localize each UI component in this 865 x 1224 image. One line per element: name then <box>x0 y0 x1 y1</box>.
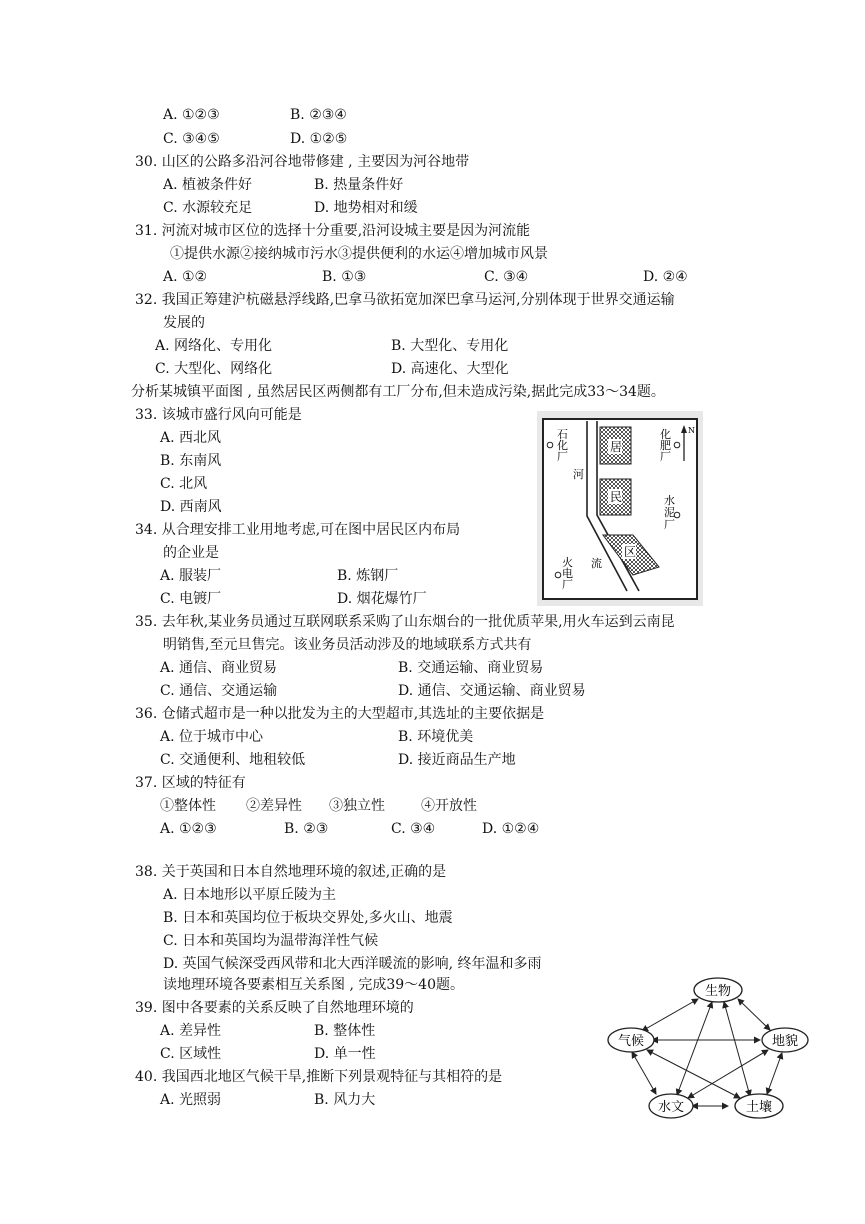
q29-option-b: B. ②③④ <box>290 107 347 123</box>
q37-option-c: C. ③④ <box>391 821 436 837</box>
residential-label-qu: 区 <box>624 545 637 559</box>
q34-option-c: C. 电镀厂 <box>160 591 222 607</box>
q32-stem-line2: 发展的 <box>163 315 205 331</box>
q37-statement-3: ③独立性 <box>329 798 385 814</box>
huodian-char-2: 电 <box>562 567 573 580</box>
link-shengwu-dimao <box>738 999 770 1030</box>
q30-option-d: D. 地势相对和缓 <box>314 200 418 216</box>
q31-stem: 31. 河流对城市区位的选择十分重要,沿河设城主要是因为河流能 <box>135 223 531 239</box>
q29-option-a: A. ①②③ <box>163 107 220 123</box>
q31-option-a: A. ①② <box>163 269 208 285</box>
q35-option-b: B. 交通运输、商业贸易 <box>398 660 544 676</box>
q38-option-d: D. 英国气候深受西风带和北大西洋暖流的影响, 终年温和多雨 <box>163 956 542 972</box>
town-map <box>537 411 703 606</box>
q37-option-d: D. ①②④ <box>482 821 540 837</box>
q33-option-d: D. 西南风 <box>160 499 222 515</box>
q37-option-b: B. ②③ <box>284 821 329 837</box>
q39-option-d: D. 单一性 <box>314 1046 376 1062</box>
q38-option-b: B. 日本和英国均位于板块交界处,多火山、地震 <box>163 910 453 926</box>
power-plant-marker <box>555 572 561 578</box>
q30-option-a: A. 植被条件好 <box>163 177 253 193</box>
shihua-char-3: 厂 <box>557 450 568 463</box>
q32-stem: 32. 我国正筹建沪杭磁悬浮线路,巴拿马欲拓宽加深巴拿马运河,分别体现于世界交通运输 <box>135 292 675 308</box>
shuini-char-2: 泥 <box>664 506 675 519</box>
residential-label-ju: 居 <box>610 440 623 454</box>
q30-stem: 30. 山区的公路多沿河谷地带修建 , 主要因为河谷地带 <box>135 154 470 170</box>
shihua-char-2: 化 <box>557 439 568 452</box>
link-shengwu-turang <box>724 1002 750 1096</box>
q37-statement-2: ②差异性 <box>246 798 302 814</box>
shihua-char-1: 石 <box>557 428 568 441</box>
q34-stem: 34. 从合理安排工业用地考虑,可在图中居民区内布局 <box>135 522 461 538</box>
node-shuiwen-label: 水文 <box>657 1100 685 1115</box>
q34-option-d: D. 烟花爆竹厂 <box>337 591 427 607</box>
cement-plant-marker <box>674 512 680 518</box>
q32-option-c: C. 大型化、网络化 <box>155 361 273 377</box>
q36-option-b: B. 环境优美 <box>398 729 474 745</box>
elements-relationship-diagram <box>602 968 822 1128</box>
q36-option-d: D. 接近商品生产地 <box>398 752 516 768</box>
link-shengwu-qihou <box>642 999 698 1031</box>
q40-option-a: A. 光照弱 <box>160 1092 222 1108</box>
q35-stem-line2: 明销售,至元旦售完。该业务员活动涉及的地域联系方式共有 <box>163 637 532 653</box>
q30-option-b: B. 热量条件好 <box>314 177 404 193</box>
q34-option-b: B. 炼钢厂 <box>337 568 399 584</box>
river-label-he: 河 <box>573 468 584 481</box>
intro-39-40: 读地理环境各要素相互关系图 , 完成39～40题。 <box>163 977 464 993</box>
q29-option-d: D. ①②⑤ <box>290 131 348 147</box>
river-label-liu: 流 <box>591 557 602 570</box>
link-dimao-turang <box>767 1053 782 1094</box>
q38-option-c: C. 日本和英国均为温带海洋性气候 <box>163 933 379 949</box>
q32-option-b: B. 大型化、专用化 <box>391 338 509 354</box>
huodian-char-3: 厂 <box>562 578 573 591</box>
q30-option-c: C. 水源较充足 <box>163 200 253 216</box>
q31-statements: ①提供水源②接纳城市污水③提供便利的水运④增加城市风景 <box>170 246 548 262</box>
shuini-char-1: 水 <box>664 494 675 507</box>
q36-stem: 36. 仓储式超市是一种以批发为主的大型超市,其选址的主要依据是 <box>135 706 545 722</box>
q31-option-b: B. ①③ <box>322 269 367 285</box>
q35-option-a: A. 通信、商业贸易 <box>160 660 278 676</box>
huodian-char-1: 火 <box>562 556 573 569</box>
q37-option-a: A. ①②③ <box>160 821 217 837</box>
q33-option-c: C. 北风 <box>160 476 208 492</box>
q35-option-d: D. 通信、交通运输、商业贸易 <box>398 683 586 699</box>
q37-statement-1: ①整体性 <box>160 798 216 814</box>
q31-option-d: D. ②④ <box>643 269 688 285</box>
q36-option-a: A. 位于城市中心 <box>160 729 264 745</box>
q33-stem: 33. 该城市盛行风向可能是 <box>135 407 302 423</box>
q39-option-c: C. 区域性 <box>160 1046 222 1062</box>
node-shengwu-label: 生物 <box>704 984 732 999</box>
q32-option-a: A. 网络化、专用化 <box>155 338 273 354</box>
node-qihou-label: 气候 <box>617 1034 645 1049</box>
q31-option-c: C. ③④ <box>484 269 529 285</box>
q37-stem: 37. 区域的特征有 <box>135 775 246 791</box>
q32-option-d: D. 高速化、大型化 <box>391 361 509 377</box>
link-qihou-shuiwen <box>632 1052 656 1094</box>
link-dimao-shuiwen <box>688 1050 768 1098</box>
huafei-char-2: 肥 <box>660 439 671 452</box>
q35-option-c: C. 通信、交通运输 <box>160 683 278 699</box>
link-qihou-turang <box>647 1050 740 1098</box>
q38-stem: 38. 关于英国和日本自然地理环境的叙述,正确的是 <box>135 864 447 880</box>
q33-option-b: B. 东南风 <box>160 453 222 469</box>
huafei-char-1: 化 <box>660 428 671 441</box>
q39-stem: 39. 图中各要素的关系反映了自然地理环境的 <box>135 1000 414 1016</box>
q37-statement-4: ④开放性 <box>421 798 477 814</box>
q40-option-b: B. 风力大 <box>314 1092 376 1108</box>
q39-option-b: B. 整体性 <box>314 1023 376 1039</box>
node-dimao-label: 地貌 <box>771 1034 799 1049</box>
q29-option-c: C. ③④⑤ <box>163 131 220 147</box>
q34-option-a: A. 服装厂 <box>160 568 222 584</box>
q35-stem: 35. 去年秋,某业务员通过互联网联系采购了山东烟台的一批优质苹果,用火车运到云南昆 <box>135 614 675 630</box>
shuini-char-3: 厂 <box>664 518 675 531</box>
petrochemical-plant-marker <box>547 442 553 448</box>
q33-option-a: A. 西北风 <box>160 430 222 446</box>
intro-33-34: 分析某城镇平面图 , 虽然居民区两侧都有工厂分布,但未造成污染,据此完成33～34题。 <box>131 384 665 400</box>
q34-stem-line2: 的企业是 <box>163 545 219 561</box>
fertilizer-plant-marker <box>674 442 680 448</box>
q40-stem: 40. 我国西北地区气候干旱,推断下列景观特征与其相符的是 <box>135 1069 503 1085</box>
residential-label-min: 民 <box>610 490 623 504</box>
q39-option-a: A. 差异性 <box>160 1023 222 1039</box>
q38-option-a: A. 日本地形以平原丘陵为主 <box>163 887 337 903</box>
q36-option-c: C. 交通便利、地租较低 <box>160 752 306 768</box>
north-label: N <box>688 426 695 435</box>
node-turang-label: 土壤 <box>745 1100 773 1115</box>
huafei-char-3: 厂 <box>660 450 671 463</box>
